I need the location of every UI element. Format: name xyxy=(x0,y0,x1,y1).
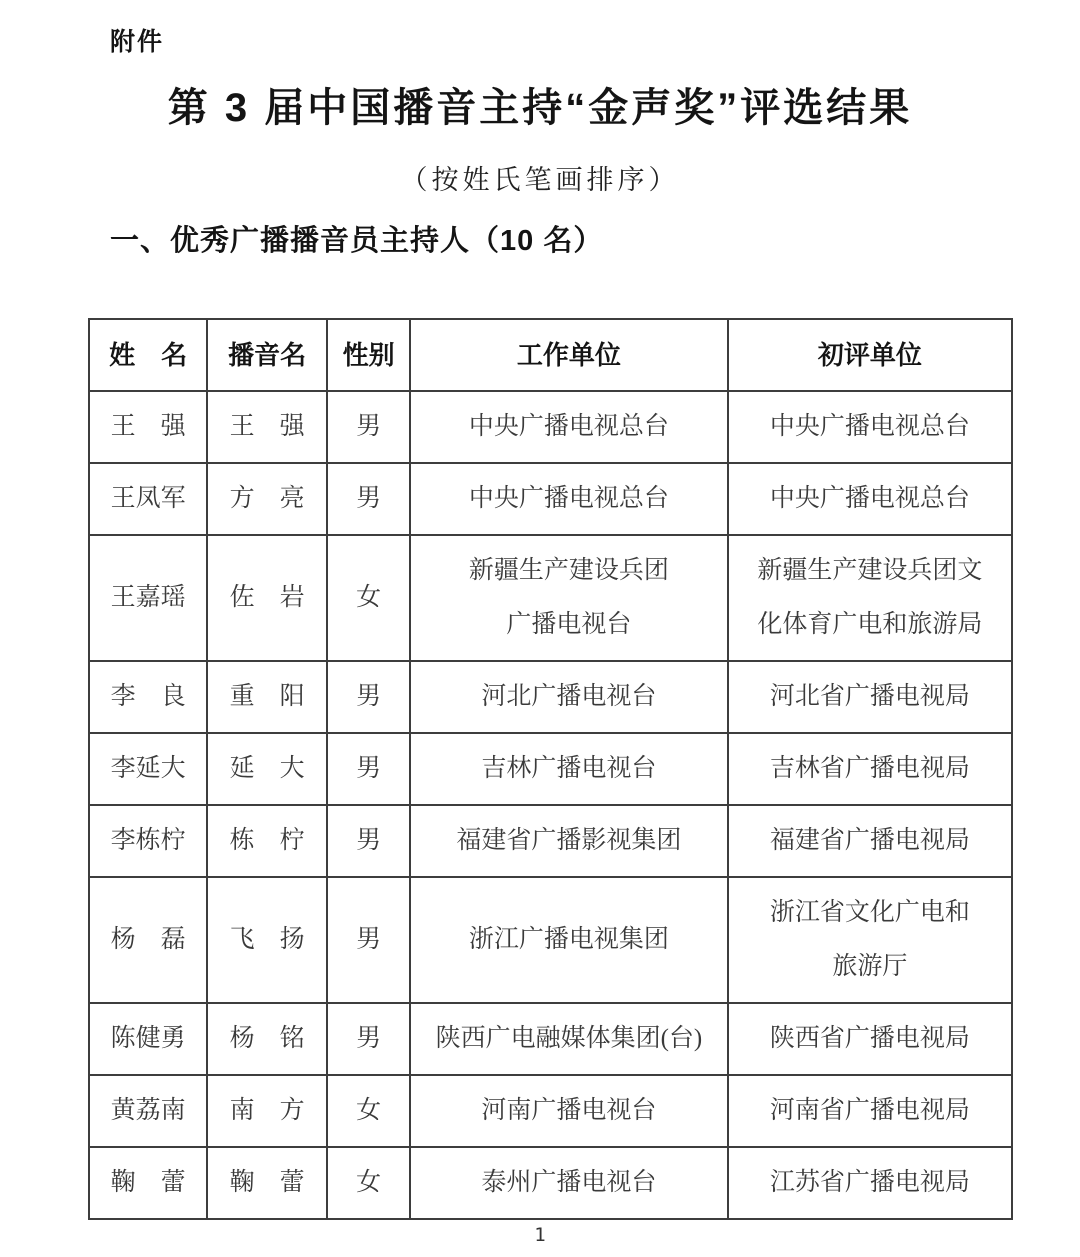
cell-gender: 男 xyxy=(327,1003,410,1075)
cell-work-unit: 新疆生产建设兵团 广播电视台 xyxy=(410,535,728,661)
cell-name: 鞠 蕾 xyxy=(89,1147,207,1219)
results-table-body xyxy=(89,391,1012,1219)
cell-review-unit: 陕西省广播电视局 xyxy=(728,1003,1012,1075)
cell-stage-name: 飞 扬 xyxy=(207,877,327,1003)
cell-stage-name: 杨 铭 xyxy=(207,1003,327,1075)
table-row xyxy=(89,1147,1012,1219)
table-row xyxy=(89,391,1012,463)
cell-name: 王 强 xyxy=(89,391,207,463)
cell-work-unit: 浙江广播电视集团 xyxy=(410,877,728,1003)
header-row xyxy=(89,319,1012,391)
cell-stage-name: 方 亮 xyxy=(207,463,327,535)
cell-gender: 女 xyxy=(327,535,410,661)
col-header-stage-name: 播音名 xyxy=(207,319,327,391)
sort-note-subtitle: （按姓氏笔画排序） xyxy=(400,165,680,195)
attachment-label: 附件 xyxy=(110,28,165,56)
cell-gender: 男 xyxy=(327,391,410,463)
cell-name: 王凤军 xyxy=(89,463,207,535)
cell-work-unit: 河北广播电视台 xyxy=(410,661,728,733)
table-row xyxy=(89,535,1012,661)
cell-review-unit: 河北省广播电视局 xyxy=(728,661,1012,733)
page-title: 第 3 届中国播音主持“金声奖”评选结果 xyxy=(167,86,913,130)
cell-stage-name: 王 强 xyxy=(207,391,327,463)
cell-stage-name: 重 阳 xyxy=(207,661,327,733)
page-number: 1 xyxy=(534,1224,546,1246)
table-row xyxy=(89,463,1012,535)
cell-work-unit: 泰州广播电视台 xyxy=(410,1147,728,1219)
cell-name: 王嘉瑶 xyxy=(89,535,207,661)
cell-name: 黄荔南 xyxy=(89,1075,207,1147)
cell-stage-name: 鞠 蕾 xyxy=(207,1147,327,1219)
cell-stage-name: 南 方 xyxy=(207,1075,327,1147)
cell-gender: 男 xyxy=(327,805,410,877)
cell-stage-name: 佐 岩 xyxy=(207,535,327,661)
table-row xyxy=(89,733,1012,805)
cell-review-unit: 中央广播电视总台 xyxy=(728,463,1012,535)
cell-review-unit: 吉林省广播电视局 xyxy=(728,733,1012,805)
cell-stage-name: 栋 柠 xyxy=(207,805,327,877)
cell-name: 杨 磊 xyxy=(89,877,207,1003)
table-row xyxy=(89,1003,1012,1075)
cell-gender: 男 xyxy=(327,877,410,1003)
results-table-header xyxy=(89,319,1012,391)
cell-review-unit: 江苏省广播电视局 xyxy=(728,1147,1012,1219)
cell-name: 李延大 xyxy=(89,733,207,805)
table-row xyxy=(89,661,1012,733)
cell-review-unit: 河南省广播电视局 xyxy=(728,1075,1012,1147)
cell-gender: 女 xyxy=(327,1147,410,1219)
cell-gender: 男 xyxy=(327,661,410,733)
cell-work-unit: 中央广播电视总台 xyxy=(410,463,728,535)
cell-name: 李栋柠 xyxy=(89,805,207,877)
col-header-gender: 性别 xyxy=(327,319,410,391)
cell-stage-name: 延 大 xyxy=(207,733,327,805)
cell-review-unit: 中央广播电视总台 xyxy=(728,391,1012,463)
cell-gender: 男 xyxy=(327,463,410,535)
cell-work-unit: 吉林广播电视台 xyxy=(410,733,728,805)
col-header-work-unit: 工作单位 xyxy=(410,319,728,391)
cell-name: 李 良 xyxy=(89,661,207,733)
cell-name: 陈健勇 xyxy=(89,1003,207,1075)
results-table xyxy=(88,318,1013,1220)
table-row xyxy=(89,805,1012,877)
table-row xyxy=(89,877,1012,1003)
cell-work-unit: 中央广播电视总台 xyxy=(410,391,728,463)
section-title: 一、优秀广播播音员主持人（10 名） xyxy=(110,225,604,257)
col-header-review-unit: 初评单位 xyxy=(728,319,1012,391)
table-row xyxy=(89,1075,1012,1147)
cell-review-unit: 浙江省文化广电和 旅游厅 xyxy=(728,877,1012,1003)
cell-work-unit: 河南广播电视台 xyxy=(410,1075,728,1147)
cell-gender: 男 xyxy=(327,733,410,805)
cell-work-unit: 福建省广播影视集团 xyxy=(410,805,728,877)
col-header-name: 姓 名 xyxy=(89,319,207,391)
cell-review-unit: 福建省广播电视局 xyxy=(728,805,1012,877)
cell-review-unit: 新疆生产建设兵团文 化体育广电和旅游局 xyxy=(728,535,1012,661)
cell-gender: 女 xyxy=(327,1075,410,1147)
cell-work-unit: 陕西广电融媒体集团(台) xyxy=(410,1003,728,1075)
